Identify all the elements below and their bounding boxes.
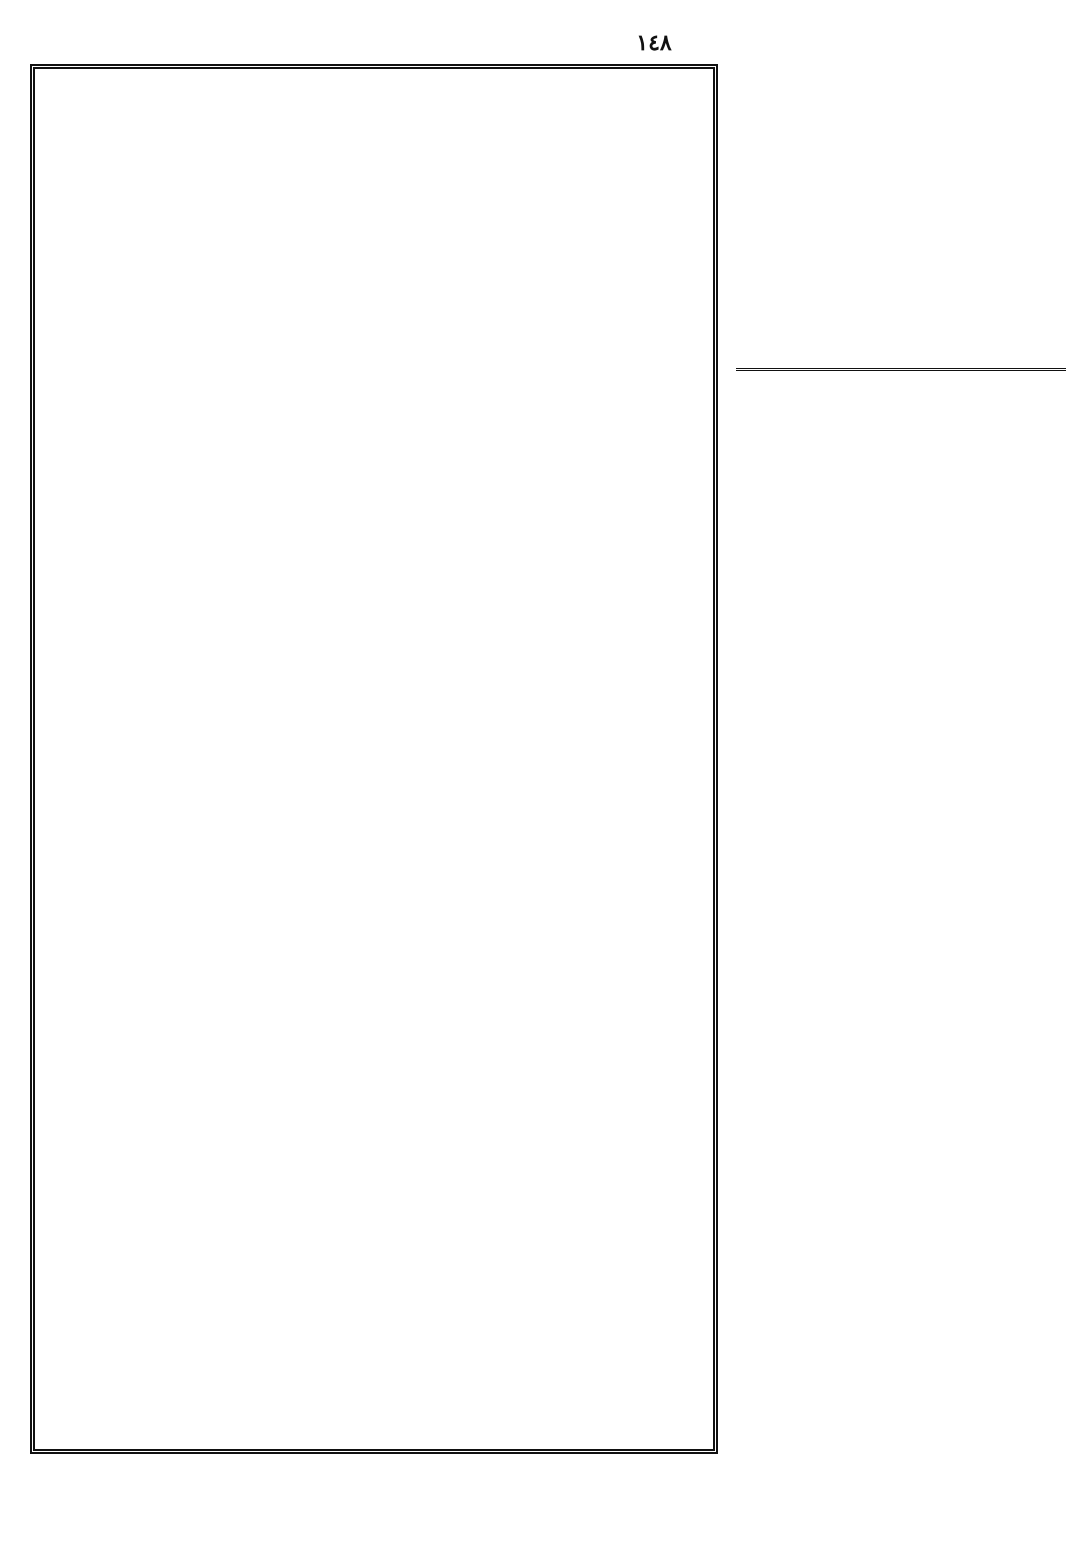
side-divider	[736, 368, 1066, 371]
catchword	[34, 1470, 114, 1514]
side-column	[736, 64, 1066, 1454]
page-number: ١٤٨	[636, 30, 672, 56]
running-header	[34, 22, 1070, 62]
footer-line	[120, 1470, 1070, 1514]
side-hadith-text	[736, 64, 1066, 364]
commentary-frame	[30, 64, 718, 1454]
side-commentary-text	[736, 377, 1066, 1449]
